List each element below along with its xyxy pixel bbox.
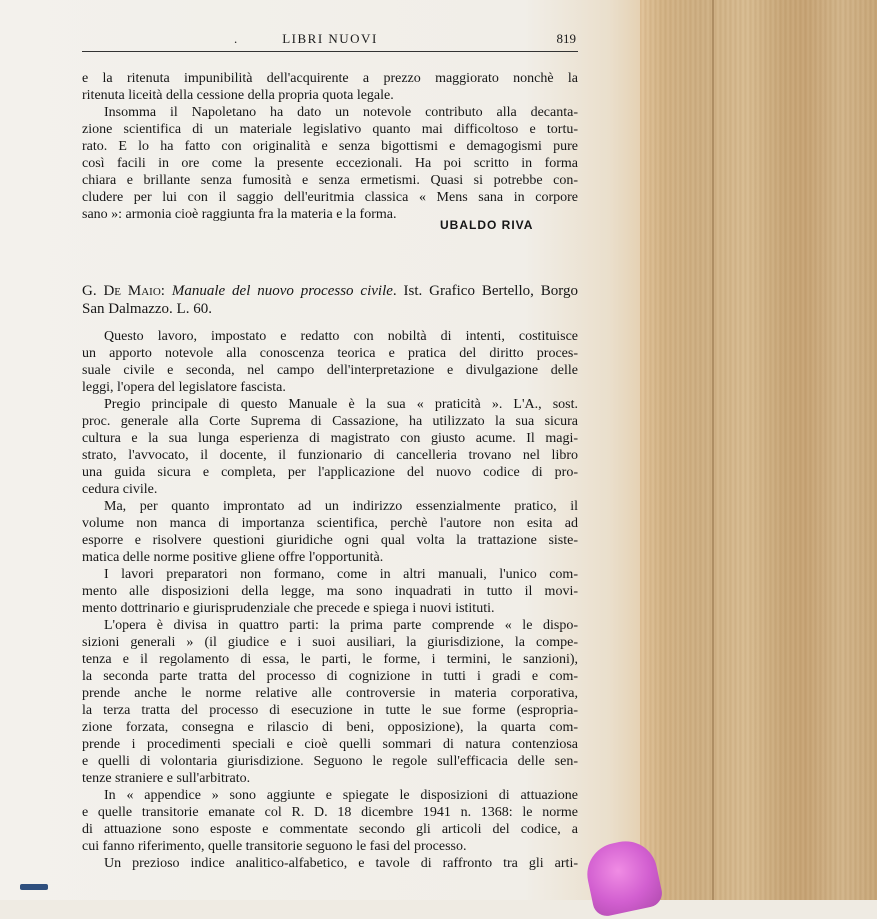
text-line: chiara e brillante senza fumosità e senza ermetismi. Quasi si potrebbe con- bbox=[82, 173, 578, 188]
text-line: cedura civile. bbox=[82, 482, 158, 497]
text-line: strato, l'avvocato, il docente, il funzionario di cancelleria trovano nel libro bbox=[82, 448, 578, 463]
corner-mark bbox=[20, 884, 48, 890]
text-line: I lavori preparatori non formano, come in altri manuali, l'unico com- bbox=[104, 567, 578, 582]
text-line: e quelle transitorie emanate col R. D. 18 dicembre 1941 n. 1368: le norme bbox=[82, 805, 578, 820]
text-line: cui fanno riferimento, quelle transitorie seguono le fasi del processo. bbox=[82, 839, 467, 854]
page-number: 819 bbox=[556, 31, 576, 46]
book-title: Manuale del nuovo processo civile bbox=[171, 283, 393, 299]
text-line: un apporto notevole alla conoscenza teorica e pratica del diritto proces- bbox=[82, 346, 578, 361]
text-line: prende anche le norme relative alle controversie in materia corporativa, bbox=[82, 686, 578, 701]
text-line: tenze straniere e sull'arbitrato. bbox=[82, 771, 251, 786]
review-body bbox=[82, 328, 578, 872]
text-line: prende i procedimenti speciali e cioè quelli sommari di natura contenziosa bbox=[82, 737, 578, 752]
running-header bbox=[82, 27, 578, 52]
bibliographic-entry bbox=[82, 282, 578, 318]
text-line: mento dottrinario e giurisprudenziale che precede e spiega i nuovi istituti. bbox=[82, 601, 495, 616]
text-line: proc. generale alla Corte Suprema di Cassazione, ha utilizzato la sua sicura bbox=[82, 414, 578, 429]
text-line: Ma, per quanto improntato ad un indirizzo essenzialmente pratico, il bbox=[104, 499, 578, 514]
text-line: la terza tratta del processo di esecuzione in tutte le sue forme (espropria- bbox=[82, 703, 578, 718]
text-line: ritenuta liceità della cessione della propria quota legale. bbox=[82, 88, 394, 103]
author-initial: G. bbox=[82, 283, 104, 299]
text-line: suale civile e seconda, nel campo dell'interpretazione e divulgazione delle bbox=[82, 363, 578, 378]
text-line: esporre e risolvere questioni giuridiche ogni qual volta la trattazione siste- bbox=[82, 533, 578, 548]
text-line: così facili in ore come la presente eccezionali. Ha poi scritto in forma bbox=[82, 156, 578, 171]
text-line: sizioni generali » (il giudice e i suoi ausiliari, la giurisdizione, la compe- bbox=[82, 635, 578, 650]
page-edge-crease bbox=[712, 0, 714, 900]
text-line: zione forzata, consegna e rilascio di beni, opposizione), la quarta com- bbox=[82, 720, 578, 735]
text-line: cludere per lui con il saggio dell'euritmia classica « Mens sana in corpore bbox=[82, 190, 578, 205]
text-line: zione scientifica di un materiale legislativo quanto mai difficoltoso e tortu- bbox=[82, 122, 578, 137]
text-line: mento alle disposizioni della legge, ma sono inquadrati in tutto il movi- bbox=[82, 584, 578, 599]
text-line: Pregio principale di questo Manuale è la sua « praticità ». L'A., sost. bbox=[104, 397, 578, 412]
text-line: la seconda parte tratta del processo di cognizione in tutti i gradi e com- bbox=[82, 669, 578, 684]
text-line: tenza e il regolamento di essa, le parti, le forme, i termini, le sanzioni), bbox=[82, 652, 578, 667]
text-line: e quelli di volontaria giurisdizione. Seguono le regole sull'efficacia delle sen- bbox=[82, 754, 578, 769]
text-line: volume non manca di importanza scientifica, perchè l'autore non esita ad bbox=[82, 516, 578, 531]
text-line: sano »: armonia cioè raggiunta fra la materia e la forma. bbox=[82, 207, 397, 222]
header-dot: . bbox=[234, 31, 238, 46]
text-line: Questo lavoro, impostato e redatto con nobiltà di intenti, costituisce bbox=[104, 329, 578, 344]
text-line: e la ritenuta impunibilità dell'acquirente a prezzo maggiorato nonchè la bbox=[82, 71, 578, 86]
citation-separator: : bbox=[160, 283, 172, 299]
text-line: Insomma il Napoletano ha dato un notevole contributo alla decanta- bbox=[104, 105, 578, 120]
text-line: rato. E lo ha fatto con originalità e senza bigottismi e demagogismi pure bbox=[82, 139, 578, 154]
text-line: leggi, l'opera del legislatore fascista. bbox=[82, 380, 286, 395]
citation-place-price: San Dalmazzo. L. 60. bbox=[82, 301, 212, 317]
reviewer-signature: UBALDO RIVA bbox=[440, 218, 534, 232]
text-line: di attuazione sono esposte e commentate secondo gli articoli del codice, a bbox=[82, 822, 578, 837]
page-edges bbox=[640, 0, 877, 900]
text-line: una guida sicura e completa, per l'applicazione del nuovo codice di pro- bbox=[82, 465, 578, 480]
section-title: LIBRI NUOVI bbox=[282, 31, 378, 46]
text-line: cultura e la sua lunga esperienza di magistrato con giusto acume. Il magi- bbox=[82, 431, 578, 446]
text-line: Un prezioso indice analitico-alfabetico, e tavole di raffronto tra gli arti- bbox=[104, 856, 578, 871]
text-line: In « appendice » sono aggiunte e spiegate le disposizioni di attuazione bbox=[104, 788, 578, 803]
previous-review-ending bbox=[82, 70, 578, 223]
text-line: L'opera è divisa in quattro parti: la prima parte comprende « le dispo- bbox=[104, 618, 578, 633]
publisher: . Ist. Grafico Bertello, Borgo bbox=[392, 283, 578, 299]
author-surname: De Maio bbox=[103, 283, 161, 299]
text-line: matica delle norme positive gliene offre l'opportunità. bbox=[82, 550, 384, 565]
